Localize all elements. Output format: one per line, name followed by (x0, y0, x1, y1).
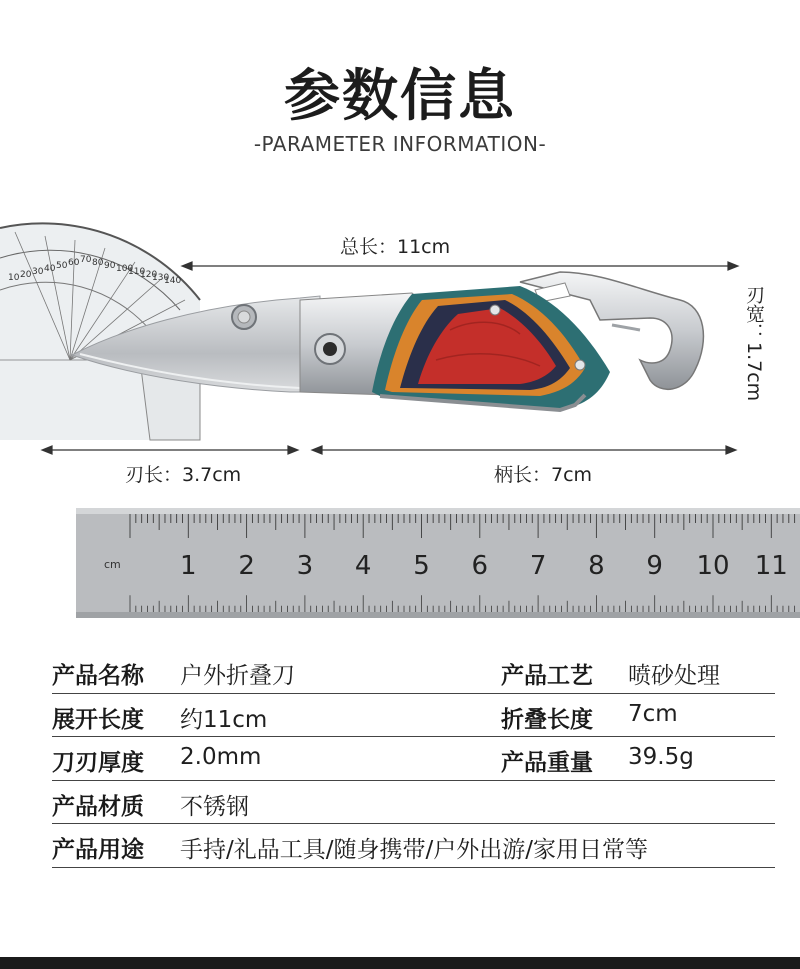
blade-length-line (42, 446, 298, 454)
handle-length-line (312, 446, 736, 454)
protractor-label: 50 (56, 261, 68, 271)
spec-key: 产品用途 (52, 837, 144, 863)
protractor-label: 10 (8, 273, 20, 283)
spec-key: 产品名称 (52, 663, 144, 689)
total-length-label: 总长：11cm (340, 236, 451, 258)
ruler-number: 11 (754, 551, 788, 581)
protractor-label: 70 (80, 255, 92, 265)
spec-value: 2.0mm (180, 744, 262, 770)
ruler-number: 9 (646, 551, 663, 581)
handle-length-label: 柄长：7cm (494, 464, 593, 486)
spec-key: 刀刃厚度 (52, 750, 144, 776)
ruler-number: 8 (588, 551, 605, 581)
protractor-label: 40 (44, 264, 56, 274)
spec-value: 约11cm (180, 706, 268, 733)
ruler (76, 508, 800, 618)
protractor-label: 120 (140, 270, 158, 280)
spec-value: 7cm (628, 700, 678, 727)
ruler-number: 5 (413, 551, 430, 581)
spec-row (52, 694, 775, 738)
protractor-label: 130 (152, 273, 170, 283)
spec-value: 39.5g (628, 744, 694, 770)
ruler-number: 1 (180, 551, 197, 581)
protractor-label: 140 (164, 276, 182, 286)
ruler-number: 7 (529, 551, 547, 581)
bottom-bar (0, 957, 800, 969)
wood-handle (372, 286, 610, 410)
protractor-label: 100 (116, 264, 134, 274)
protractor-label: 20 (20, 270, 32, 280)
spec-row (52, 781, 775, 825)
spec-key: 折叠长度 (501, 706, 593, 733)
blade-length-label: 刃长：3.7cm (125, 464, 242, 486)
blade-width-label: 刃宽：1.7cm (743, 285, 765, 402)
spec-value: 手持/礼品工具/随身携带/户外出游/家用日常等 (180, 837, 648, 863)
spec-key: 展开长度 (52, 706, 144, 733)
ruler-number: 6 (471, 551, 489, 581)
protractor-label: 90 (104, 261, 116, 271)
spec-key: 产品材质 (52, 793, 144, 820)
spec-row (52, 650, 775, 694)
protractor-label: 110 (128, 267, 146, 277)
spec-value: 户外折叠刀 (180, 663, 295, 689)
spec-table (52, 650, 775, 868)
spec-row (52, 737, 775, 781)
spec-key: 产品重量 (501, 750, 593, 776)
protractor-label: 60 (68, 258, 80, 268)
total-length-line (182, 262, 738, 270)
protractor-label: 30 (32, 267, 44, 277)
ruler-number: 2 (238, 551, 255, 581)
spec-value: 喷砂处理 (628, 663, 720, 689)
ruler-unit-label: cm (104, 558, 121, 571)
ruler-number: 3 (296, 551, 314, 581)
page-subtitle: -PARAMETER INFORMATION- (253, 132, 547, 156)
protractor-label: 80 (92, 258, 104, 268)
spec-row (52, 824, 775, 868)
spec-value: 不锈钢 (180, 793, 249, 820)
ruler-number: 10 (696, 551, 730, 581)
spec-key: 产品工艺 (501, 663, 593, 689)
page-title: 参数信息 (284, 64, 516, 129)
ruler-number: 4 (354, 551, 372, 581)
